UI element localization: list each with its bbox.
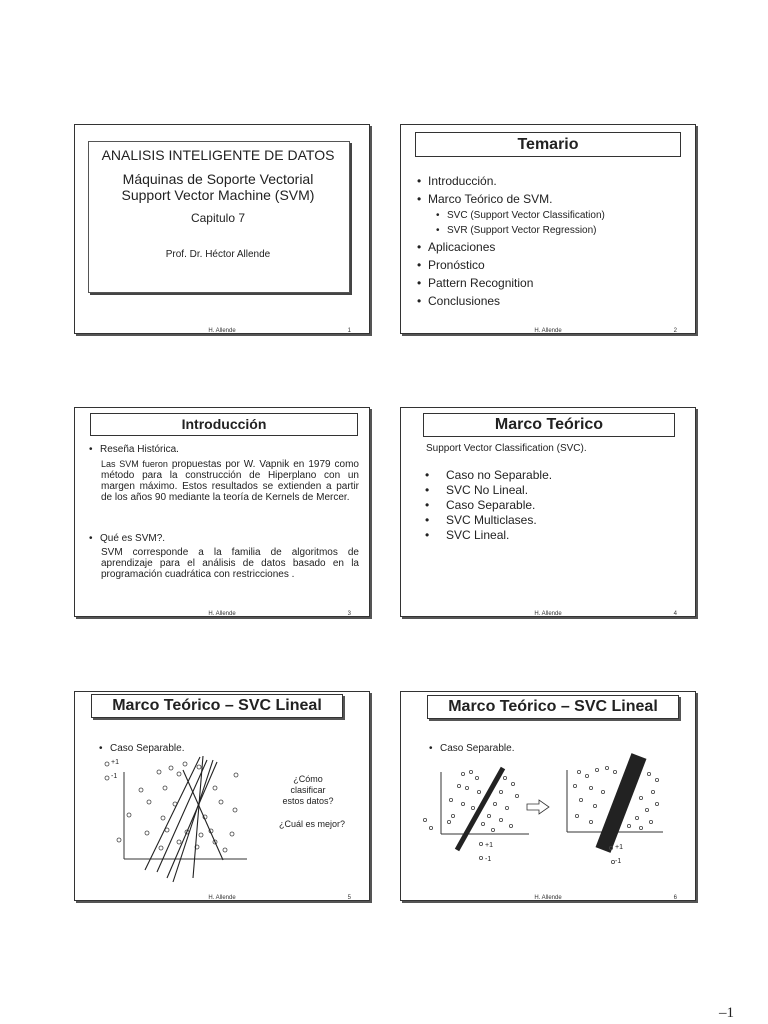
slide-title: Marco Teórico – SVC Lineal — [427, 695, 679, 719]
list-item: • Caso Separable. — [425, 498, 552, 513]
data-points — [117, 762, 238, 852]
topic-list — [425, 468, 552, 543]
list-item: • Caso Separable. — [429, 742, 515, 756]
list-item: • Caso Separable. — [99, 742, 185, 756]
slide-title: Marco Teórico — [423, 413, 675, 437]
slide-title: Temario — [415, 132, 681, 157]
slide-1: ANALISIS INTELIGENTE DE DATOS Máquinas de Soporte Vectorial Support Vector Machine (SVM) Capitulo 7 Prof. Dr. Héctor Allende H. Allende 1 — [74, 124, 370, 334]
separating-lines — [145, 756, 223, 882]
list-item: • Pronóstico — [417, 256, 605, 274]
history-paragraph: Las SVM fueron propuestas por W. Vapnik en 1979 como método para la construcción de Hiperplano con un margen máximo. Estos resultados se extienden a partir de los años 90 mediante la teoría de Kernels de Mercer. — [101, 459, 359, 503]
legend-negative-right: -1 — [615, 858, 622, 865]
legend-negative: -1 — [111, 773, 118, 780]
slide-6: Marco Teórico – SVC Lineal • Caso Separable. +1 -1 +1 -1 H. Allende 6 — [400, 691, 696, 901]
chapter-subtitle: Support Vector Machine (SVM) — [121, 187, 315, 203]
list-item: • SVR (Support Vector Regression) — [417, 223, 605, 238]
list-item: • Pattern Recognition — [417, 274, 605, 292]
question-best: ¿Cuál es mejor? — [279, 819, 346, 829]
list-item: • Conclusiones — [417, 292, 605, 310]
slide-5: Marco Teórico – SVC Lineal • Caso Separable. +1 -1 ¿Cómo clasificar estos datos? ¿Cuál es mejor? H. Allende 5 — [74, 691, 370, 901]
slide-title: Introducción — [90, 413, 358, 436]
list-item: • Caso no Separable. — [425, 468, 552, 483]
plot-left — [423, 768, 529, 860]
arrow-icon — [527, 800, 549, 814]
slide-2: Temario • Introducción. • Marco Teórico de SVM. • SVC (Support Vector Classification) • SVR (Support Vector Regression) • Aplicaciones • Pronóstico • Pattern Recognition • Conclusiones H. Allende 2 — [400, 124, 696, 334]
definition-paragraph: SVM corresponde a la familia de algoritmos de aprendizaje para el análisis de datos basado en la programación cuadrática con restricciones . — [101, 547, 359, 580]
list-item: • Qué es SVM?. — [89, 532, 165, 546]
list-item: • Reseña Histórica. — [89, 443, 179, 457]
slide-3: Introducción • Reseña Histórica. Las SVM fueron propuestas por W. Vapnik en 1979 como método para la construcción de Hiperplano con un margen máximo. Estos resultados se extienden a partir de los años 90 mediante la teoría de Kernels de Mercer. • Qué es SVM?. SVM corresponde a la familia de algoritmos de aprendizaje para el análisis de datos basado en la programación cuadrática con restricciones . H. Allende 3 — [74, 407, 370, 617]
slide-subtitle: Support Vector Classification (SVC). — [426, 443, 587, 454]
agenda-list — [417, 172, 605, 310]
list-item: • SVC (Support Vector Classification) — [417, 208, 605, 223]
slide-title: Marco Teórico – SVC Lineal — [91, 694, 343, 718]
page-number: –1 — [719, 1005, 734, 1021]
slide-4: Marco Teórico Support Vector Classification (SVC). • Caso no Separable. • SVC No Lineal. • Caso Separable. • SVC Multiclases. • SVC Lineal. H. Allende 4 — [400, 407, 696, 617]
legend-positive: +1 — [485, 842, 493, 849]
list-item: • SVC No Lineal. — [425, 483, 552, 498]
question-classify: ¿Cómo clasificar estos datos? — [282, 774, 334, 806]
list-item: • Aplicaciones — [417, 238, 605, 256]
course-title: ANALISIS INTELIGENTE DE DATOS — [101, 147, 335, 163]
legend-negative: -1 — [485, 856, 492, 863]
author-name: Prof. Dr. Héctor Allende — [165, 249, 271, 260]
legend-positive: +1 — [111, 759, 119, 766]
margin-plots — [401, 692, 695, 900]
list-item: • SVC Multiclases. — [425, 513, 552, 528]
list-item: • Marco Teórico de SVM. — [417, 190, 605, 208]
chapter-title: Máquinas de Soporte Vectorial — [122, 171, 314, 187]
legend-positive-right: +1 — [615, 844, 623, 851]
list-item: • SVC Lineal. — [425, 528, 552, 543]
list-item: • Introducción. — [417, 172, 605, 190]
chapter-number: Capitulo 7 — [190, 211, 246, 225]
